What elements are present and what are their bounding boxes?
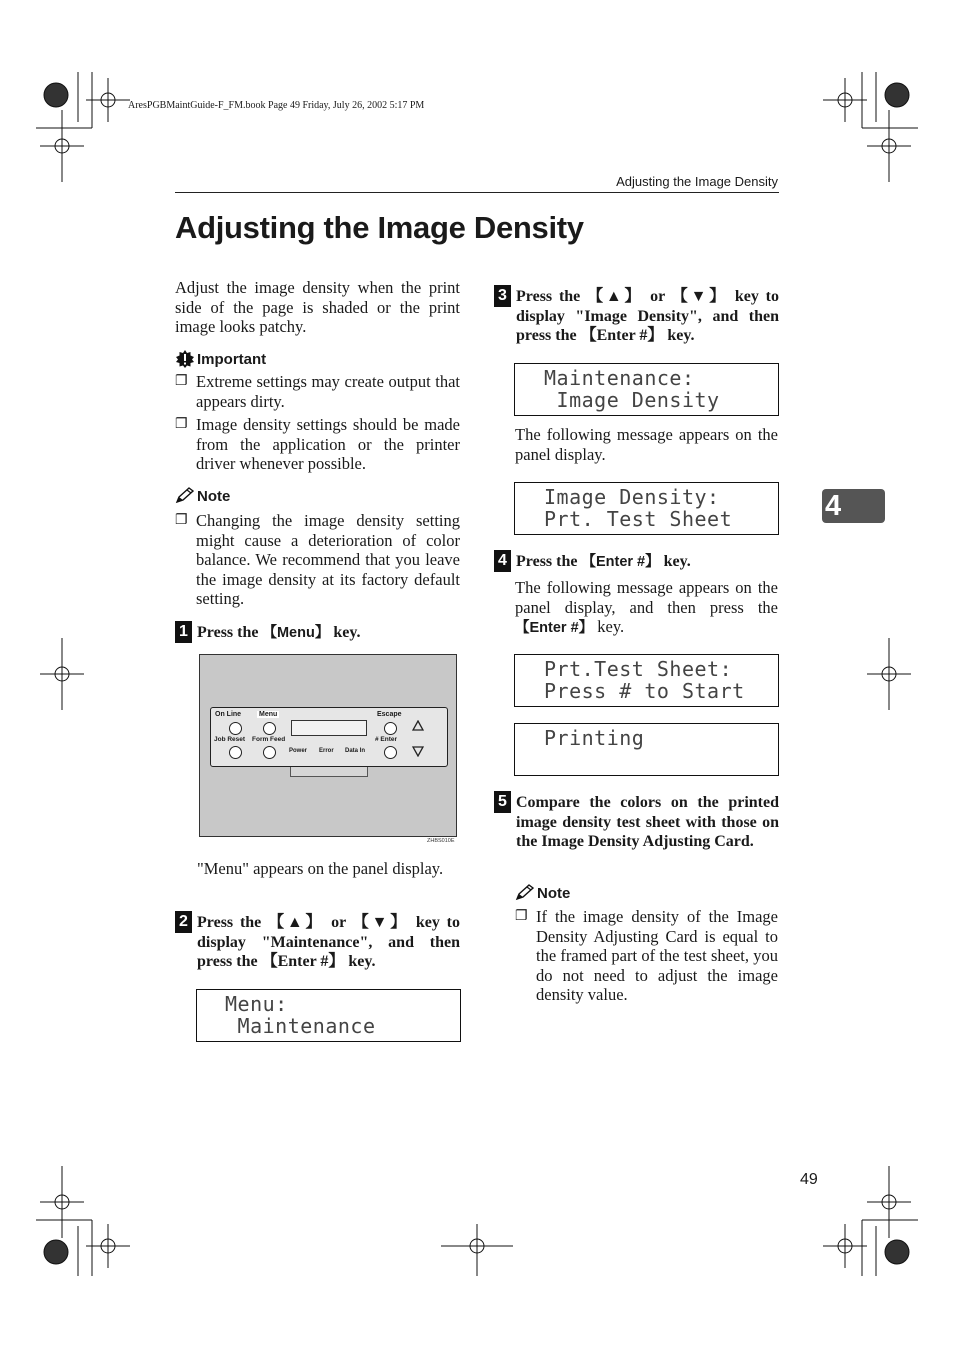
list-item: ❐ Image density settings should be made from the application or the printer driver whenever possible. xyxy=(175,415,460,474)
chapter-tab: 4 xyxy=(822,489,885,523)
step-4-result: The following message appears on the panel display, and then press the 【Enter #】 key. xyxy=(515,578,778,637)
key-label: 【Menu】 xyxy=(262,625,330,641)
panel-tray xyxy=(290,767,368,777)
step-1: 1 Press the 【Menu】 key. xyxy=(175,623,460,644)
step-2: 2 Press the 【▲】 or 【▼】 key to display "Maintenance", and then press the 【Enter #】 key. xyxy=(175,913,460,972)
on-line-label: On Line xyxy=(215,711,242,718)
enter-button[interactable] xyxy=(384,746,397,759)
header-rule xyxy=(175,192,779,193)
step-number: 4 xyxy=(494,550,511,572)
lcd-image-density-test-sheet: Image Density: Prt. Test Sheet xyxy=(514,482,779,535)
lcd-printing: Printing xyxy=(514,723,779,776)
form-feed-button[interactable] xyxy=(263,746,276,759)
page-number: 49 xyxy=(800,1171,818,1188)
lcd-prt-test-sheet: Prt.Test Sheet: Press # to Start xyxy=(514,654,779,707)
important-label xyxy=(175,349,266,369)
step-5: 5 Compare the colors on the printed image density test sheet with those on the Image Density Adjusting Card. xyxy=(494,793,779,852)
key-label: 【Enter #】 xyxy=(581,554,660,570)
power-label: Power xyxy=(289,748,308,754)
registration-target-icon xyxy=(885,83,909,107)
step-number: 3 xyxy=(494,285,511,307)
note-label xyxy=(175,487,230,505)
job-reset-button[interactable] xyxy=(229,746,242,759)
important-label-text: Important xyxy=(197,350,267,368)
form-feed-label: Form Feed xyxy=(252,736,286,743)
list-item: ❐ Extreme settings may create output that appears dirty. xyxy=(175,372,460,411)
control-panel-illustration xyxy=(199,654,457,837)
note-label-text: Note xyxy=(537,884,571,902)
up-arrow-icon[interactable] xyxy=(412,720,424,731)
escape-label: Escape xyxy=(377,711,402,718)
step-4: 4 Press the 【Enter #】 key. xyxy=(494,552,779,573)
control-panel xyxy=(210,707,448,767)
intro-paragraph: Adjust the image density when the print side of the page is shaded or the print image looks patchy. xyxy=(175,278,460,337)
figure-code: ZHBS010E xyxy=(427,838,455,844)
step-3: 3 Press the 【▲】 or 【▼】 key to display "Image Density", and then press the 【Enter #】 key. xyxy=(494,287,779,346)
note-list xyxy=(175,511,460,609)
menu-button[interactable] xyxy=(263,722,276,735)
step-1-result: "Menu" appears on the panel display. xyxy=(197,859,444,878)
pencil-icon xyxy=(515,884,535,902)
list-item: ❐ If the image density of the Image Density Adjusting Card is equal to the framed part of the test sheet, you do not need to adjust the image density value. xyxy=(515,907,778,1005)
checkbox-icon: ❐ xyxy=(515,909,528,924)
lcd-display xyxy=(291,720,367,736)
step-number: 1 xyxy=(175,621,192,643)
running-head: Adjusting the Image Density xyxy=(616,174,778,189)
error-label: Error xyxy=(319,748,334,754)
pencil-icon xyxy=(175,487,195,505)
note-label-text: Note xyxy=(197,487,231,505)
escape-button[interactable] xyxy=(384,722,397,735)
checkbox-icon: ❐ xyxy=(175,513,188,528)
menu-label: Menu xyxy=(259,711,278,718)
checkbox-icon: ❐ xyxy=(175,417,188,433)
enter-label: # Enter xyxy=(375,736,398,743)
important-list xyxy=(175,372,460,474)
step-3-result: The following message appears on the panel display. xyxy=(515,425,778,464)
note-label xyxy=(515,884,570,902)
step-number: 2 xyxy=(175,911,192,933)
page-title: Adjusting the Image Density xyxy=(175,210,584,245)
checkbox-icon: ❐ xyxy=(175,374,188,389)
registration-target-icon xyxy=(44,1240,68,1264)
file-info: AresPGBMaintGuide-F_FM.book Page 49 Friday, July 26, 2002 5:17 PM xyxy=(128,100,425,111)
key-label: 【Enter #】 xyxy=(515,620,594,637)
down-arrow-icon[interactable] xyxy=(412,746,424,757)
data-in-label: Data In xyxy=(345,748,366,754)
list-item: ❐ Changing the image density setting might cause a deterioration of color balance. We recommend that you leave the image density at its factory default setting. xyxy=(175,511,460,609)
important-icon xyxy=(175,349,195,369)
on-line-button[interactable] xyxy=(229,722,242,735)
job-reset-label: Job Reset xyxy=(214,736,246,743)
lcd-maintenance-image-density: Maintenance: Image Density xyxy=(514,363,779,416)
note-list xyxy=(515,907,778,1005)
registration-target-icon xyxy=(44,83,68,107)
lcd-menu-maintenance: Menu: Maintenance xyxy=(196,989,461,1042)
registration-target-icon xyxy=(885,1240,909,1264)
step-number: 5 xyxy=(494,791,511,813)
